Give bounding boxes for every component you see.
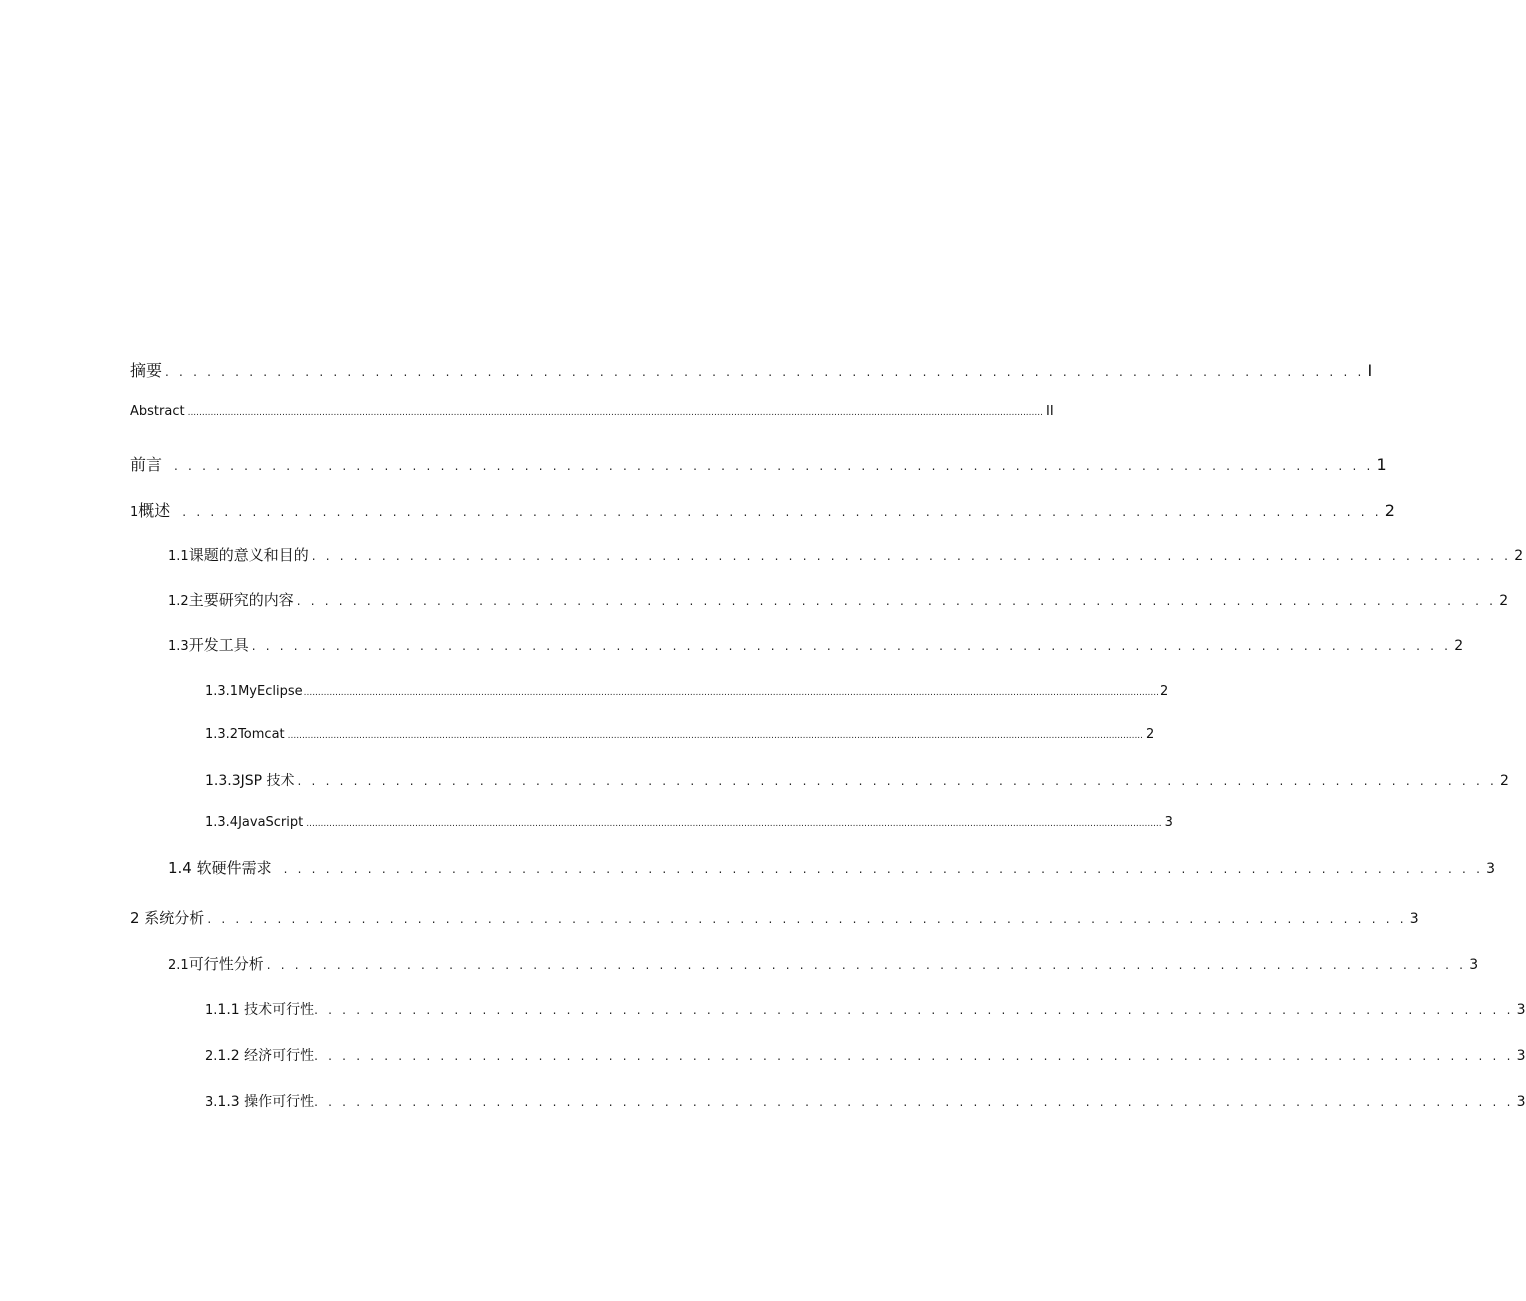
toc-entry-preface: [130, 452, 1387, 475]
toc-page: 2: [1454, 638, 1464, 654]
toc-entry-1-3-3: [205, 770, 1509, 790]
toc-leader: ...........................................................................................................................................................................................................................................................................................................: [287, 731, 1144, 741]
toc-title: 摘要: [130, 361, 163, 380]
toc-title: 1.3.4JavaScript: [205, 815, 304, 830]
toc-title: Abstract: [130, 404, 185, 419]
toc-leader: ...........................................................................................................................................................................................................................................................................................................: [303, 688, 1160, 698]
toc-page: 2: [1384, 501, 1395, 520]
toc-title: 1.3 操作可行性: [217, 1094, 315, 1110]
toc-page: 3: [1516, 1002, 1526, 1018]
toc-number: 2.: [205, 1049, 218, 1064]
toc-page: I: [1367, 361, 1373, 380]
toc-leader: . . . . . . . . . . . . . . . . . . . . . . . . . . . . . . . . . . . . . . . . . . . . . . . . . . . . . . . . . . . . . . . . . . . . . . . . . . . . . . . . . . . . . .: [311, 549, 1512, 563]
toc-title: 课题的意义和目的: [188, 546, 309, 564]
toc-number: 2.1: [168, 958, 189, 973]
toc-leader: . . . . . . . . . . . . . . . . . . . . . . . . . . . . . . . . . . . . . . . . . . . . . . . . . . . . . . . . . . . . . . . . . . . . . . . . . . . . . . . . . . . . . .: [266, 958, 1467, 972]
toc-number: 1.1: [168, 549, 189, 564]
toc-title: 1.1 技术可行性: [217, 1002, 315, 1018]
toc-leader: . . . . . . . . . . . . . . . . . . . . . . . . . . . . . . . . . . . . . . . . . . . . . . . . . . . . . . . . . . . . . . . . . . . . . . . . . . . . . . . . . . . . . .: [283, 862, 1484, 876]
toc-title: 1.3.2Tomcat: [205, 727, 285, 742]
toc-leader: . . . . . . . . . . . . . . . . . . . . . . . . . . . . . . . . . . . . . . . . . . . . . . . . . . . . . . . . . . . . . . . . . . . . . . . . . . . . . . . . . . . . . .: [251, 639, 1452, 653]
toc-leader: . . . . . . . . . . . . . . . . . . . . . . . . . . . . . . . . . . . . . . . . . . . . . . . . . . . . . . . . . . . . . . . . . . . . . . . . . . . . . . . . . . . . . .: [207, 912, 1407, 926]
toc-entry-1-2: [168, 589, 1509, 610]
toc-number: 1.: [205, 1003, 218, 1018]
toc-page: 2: [1500, 773, 1509, 789]
toc-page: 3: [1164, 815, 1173, 830]
toc-leader: . . . . . . . . . . . . . . . . . . . . . . . . . . . . . . . . . . . . . . . . . . . . . . . . . . . . . . . . . . . . . . . . . . . . . . . . . . . . . . . . . . . . . .: [297, 774, 1498, 788]
toc-entry-1-3-2: [205, 727, 1155, 742]
toc-number: 1.3: [168, 639, 189, 654]
toc-title: 主要研究的内容: [188, 591, 294, 609]
toc-entry-1-1: [168, 544, 1524, 565]
toc-leader: . . . . . . . . . . . . . . . . . . . . . . . . . . . . . . . . . . . . . . . . . . . . . . . . . . . . . . . . . . . . . . . . . . . . . . . . . . . . . . . . . . . . . .: [182, 505, 1382, 519]
toc-title: 2 系统分析: [130, 909, 205, 927]
toc-entry-2-1-3: [205, 1091, 1526, 1111]
toc-title: 1.3.3JSP 技术: [205, 773, 295, 789]
toc-title: 1.4 软硬件需求: [168, 859, 272, 877]
toc-page: 2: [1146, 727, 1155, 742]
toc-leader: . . . . . . . . . . . . . . . . . . . . . . . . . . . . . . . . . . . . . . . . . . . . . . . . . . . . . . . . . . . . . . . . . . . . . . . . . . . . . . . . . . . . . .: [165, 365, 1365, 379]
toc-entry-1-3-4: [205, 815, 1173, 830]
toc-entry-2-1: [168, 953, 1479, 974]
toc-entry-1-3: [168, 634, 1464, 655]
toc-page: 3: [1516, 1094, 1526, 1110]
toc-number: 1.2: [168, 594, 189, 609]
toc-title: 可行性分析: [188, 955, 264, 973]
toc-title: 概述: [138, 501, 171, 520]
toc-page: 2: [1160, 684, 1169, 699]
toc-leader: ...........................................................................................................................................................................................................................................................................................................: [187, 408, 1043, 418]
toc-page: 2: [1499, 593, 1509, 609]
toc-page: 3: [1486, 861, 1496, 877]
toc-title: 开发工具: [188, 636, 249, 654]
toc-number: 1.: [205, 684, 218, 699]
toc-leader: . . . . . . . . . . . . . . . . . . . . . . . . . . . . . . . . . . . . . . . . . . . . . . . . . . . . . . . . . . . . . . . . . . . . . . . . . . . . . . . . . . . . . .: [174, 459, 1374, 473]
toc-page: 3: [1469, 957, 1479, 973]
toc-title: 1.2 经济可行性: [217, 1048, 315, 1064]
toc-page: 2: [1514, 548, 1524, 564]
toc-entry-1-4: [168, 857, 1496, 878]
toc-number: 3.: [205, 1095, 218, 1110]
toc-page: 3: [1516, 1048, 1526, 1064]
toc-leader: . . . . . . . . . . . . . . . . . . . . . . . . . . . . . . . . . . . . . . . . . . . . . . . . . . . . . . . . . . . . . . . . . . . . . . . . . . . . . . . . . . . . . .: [314, 1049, 1514, 1063]
toc-entry-2-1-1: [205, 999, 1526, 1019]
toc-leader: . . . . . . . . . . . . . . . . . . . . . . . . . . . . . . . . . . . . . . . . . . . . . . . . . . . . . . . . . . . . . . . . . . . . . . . . . . . . . . . . . . . . . .: [296, 594, 1497, 608]
toc-page: II: [1045, 404, 1054, 419]
toc-number: 1: [130, 505, 139, 520]
toc-entry-abstract-cn: [130, 358, 1373, 381]
toc-entry-chapter-1: [130, 498, 1395, 521]
toc-page: 3: [1409, 911, 1419, 927]
toc-leader: . . . . . . . . . . . . . . . . . . . . . . . . . . . . . . . . . . . . . . . . . . . . . . . . . . . . . . . . . . . . . . . . . . . . . . . . . . . . . . . . . . . . . .: [314, 1095, 1514, 1109]
toc-leader: . . . . . . . . . . . . . . . . . . . . . . . . . . . . . . . . . . . . . . . . . . . . . . . . . . . . . . . . . . . . . . . . . . . . . . . . . . . . . . . . . . . . . .: [314, 1003, 1514, 1017]
toc-page: 1: [1376, 455, 1387, 474]
toc-entry-1-3-1: [205, 684, 1169, 699]
toc-entry-abstract-en: [130, 404, 1054, 419]
toc-leader: ...........................................................................................................................................................................................................................................................................................................: [306, 819, 1162, 829]
toc-title: 前言: [130, 455, 163, 474]
toc-entry-chapter-2: [130, 907, 1419, 928]
toc-title: 3.1MyEclipse: [217, 684, 303, 699]
toc-entry-2-1-2: [205, 1045, 1526, 1065]
